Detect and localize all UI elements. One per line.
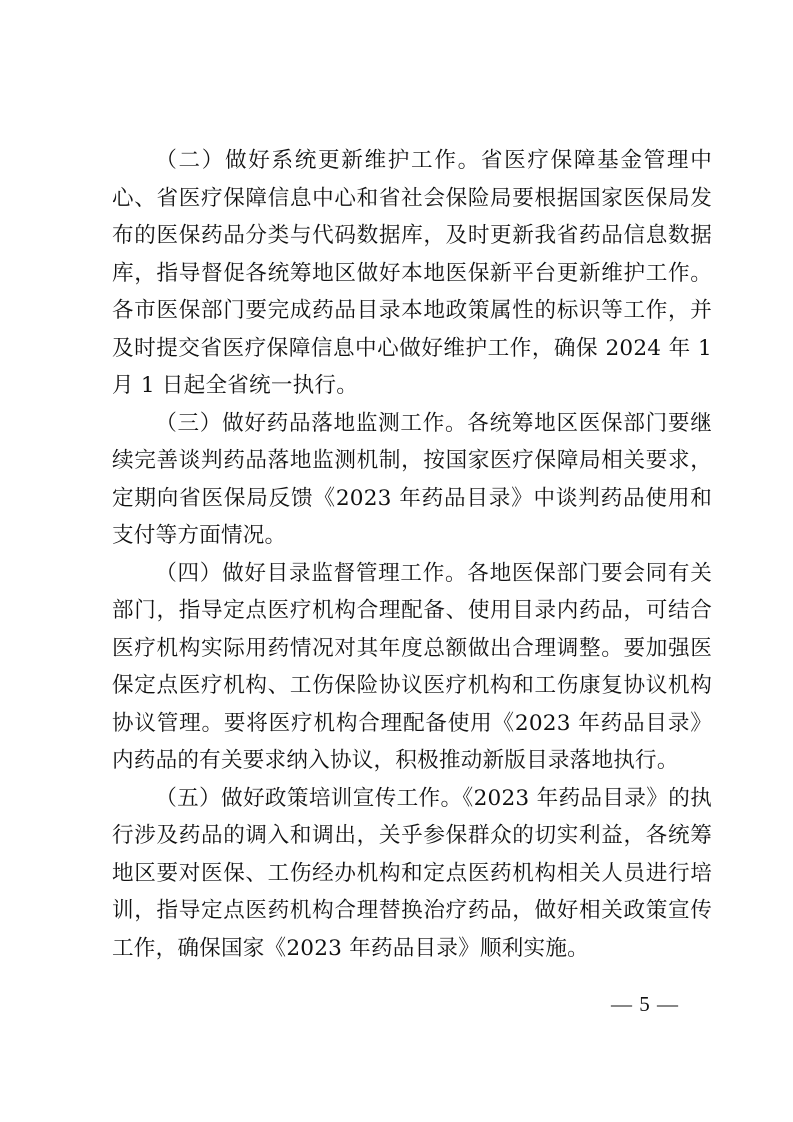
page-number: — 5 — [611, 992, 679, 1016]
paragraph-catalog-supervision: （四）做好目录监督管理工作。各地医保部门要会同有关部门，指导定点医疗机构合理配备、使用目录内药品，可结合医疗机构实际用药情况对其年度总额做出合理调整。要加强医保定点医疗机构、工伤保险协议医疗机构和工伤康复协议机构协议管理。要将医疗机构合理配备使用《2023 年药品目录》内药品的有关要求纳入协议，积极推动新版目录落地执行。 [112, 560, 712, 773]
paragraph-drug-monitoring: （三）做好药品落地监测工作。各统筹地区医保部门要继续完善谈判药品落地监测机制，按国家医疗保障局相关要求，定期向省医保局反馈《2023 年药品目录》中谈判药品使用和支付等方面情况。 [112, 410, 712, 548]
paragraph-system-maintenance: （二）做好系统更新维护工作。省医疗保障基金管理中心、省医疗保障信息中心和省社会保险局要根据国家医保局发布的医保药品分类与代码数据库，及时更新我省药品信息数据库，指导督促各统筹地区做好本地医保新平台更新维护工作。各市医保部门要完成药品目录本地政策属性的标识等工作，并及时提交省医疗保障信息中心做好维护工作，确保 2024 年 1 月 1 日起全省统一执行。 [112, 148, 712, 398]
document-body [112, 142, 712, 967]
paragraph-policy-training: （五）做好政策培训宣传工作。《2023 年药品目录》的执行涉及药品的调入和调出，关乎参保群众的切实利益，各统筹地区要对医保、工伤经办机构和定点医药机构相关人员进行培训，指导定点医药机构合理替换治疗药品，做好相关政策宣传工作，确保国家《2023 年药品目录》顺利实施。 [112, 785, 712, 961]
